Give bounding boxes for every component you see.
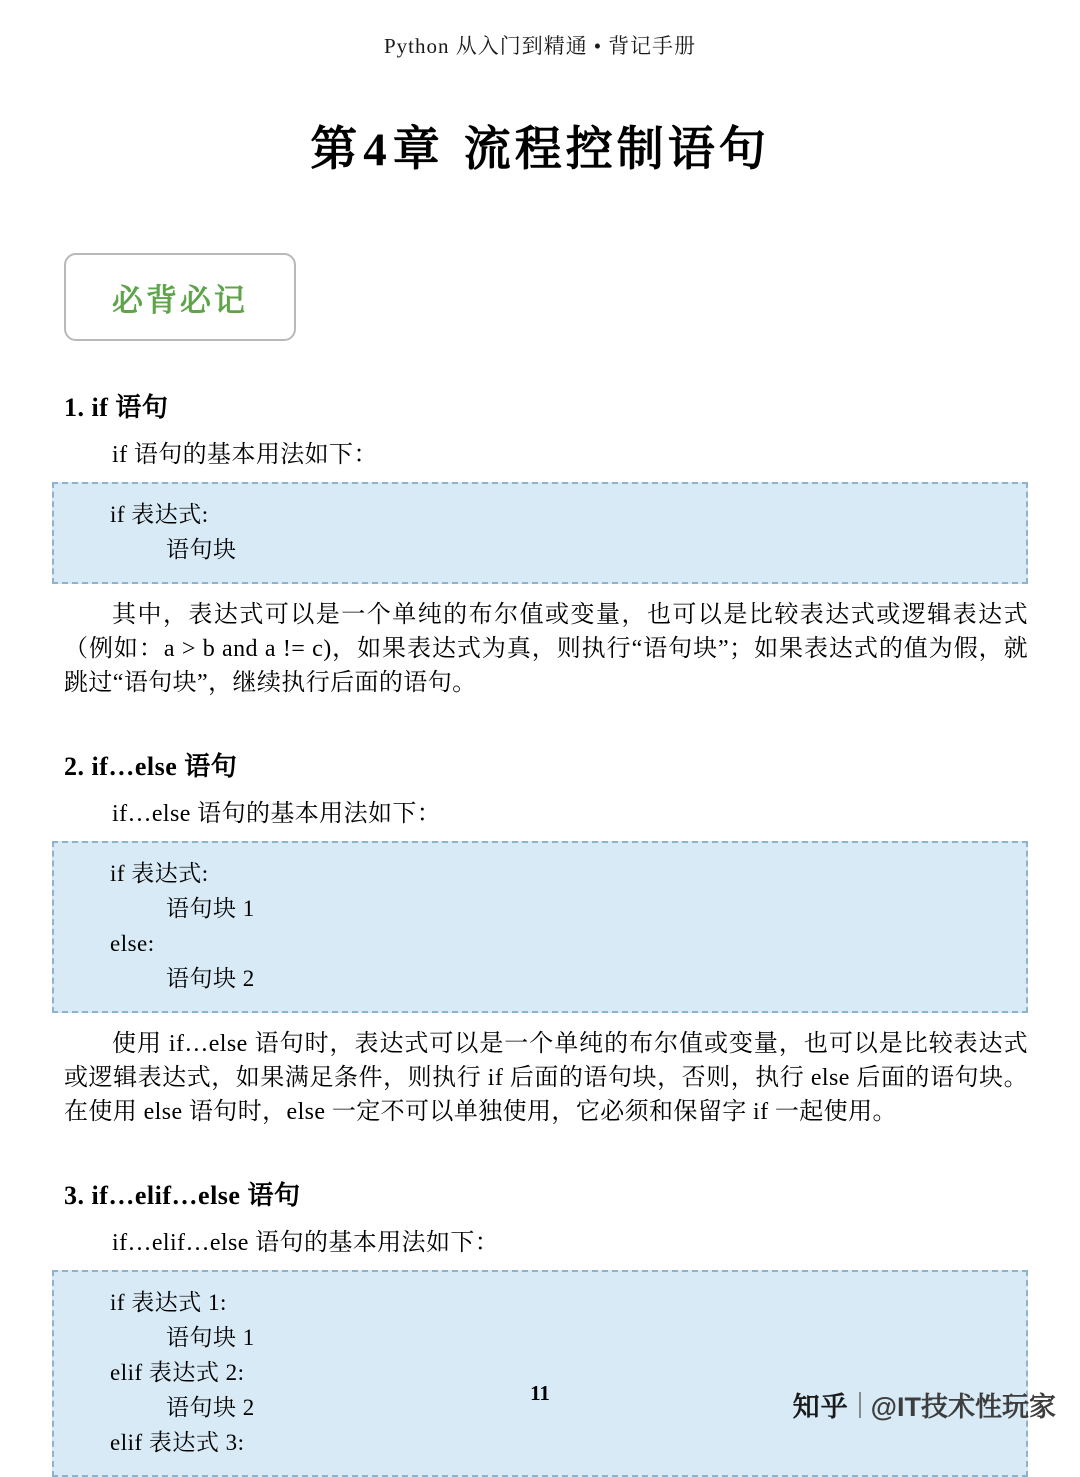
section-body-2: 使用 if…else 语句时，表达式可以是一个单纯的布尔值或变量，也可以是比较表达式或逻辑表达式，如果满足条件，则执行 if 后面的语句块，否则，执行 else 后面的语句块。在使用 else 语句时，else 一定不可以单独使用，它必须和保留字 if 一起使用。	[64, 1031, 1028, 1126]
watermark-user: @IT技术性玩家	[870, 1392, 1056, 1422]
code-line: elif 表达式 2:	[110, 1360, 245, 1386]
code-line: 语句块 1	[166, 896, 255, 922]
running-head-separator: •	[593, 34, 603, 58]
code-block-2	[52, 841, 1028, 1013]
badge-label: 必背必记	[112, 282, 248, 318]
code-block-1	[52, 482, 1028, 584]
code-line: 语句块 1	[166, 1325, 255, 1351]
status-badge	[64, 253, 296, 341]
chapter-prefix: 第	[310, 124, 360, 176]
section-heading-3: 3. if…elif…else 语句	[64, 1181, 301, 1211]
watermark	[793, 1385, 1056, 1424]
section-intro-3: if…elif…else 语句的基本用法如下：	[112, 1230, 500, 1257]
page-number: 11	[530, 1381, 550, 1405]
page-title	[52, 112, 1028, 179]
chapter-unit: 章	[392, 124, 442, 176]
code-line: if 表达式:	[110, 861, 209, 887]
chapter-name: 流程控制语句	[463, 124, 770, 176]
section-heading-1: 1. if 语句	[64, 393, 169, 422]
section-heading-2: 2. if…else 语句	[64, 752, 238, 782]
code-line: if 表达式 1:	[110, 1290, 227, 1316]
running-head-right: 背记手册	[608, 34, 697, 58]
running-head	[52, 0, 1028, 60]
code-line: 语句块 2	[166, 1395, 255, 1421]
code-line: 语句块	[166, 537, 237, 563]
code-line: elif 表达式 3:	[110, 1430, 245, 1456]
chapter-number: 4	[363, 124, 389, 176]
code-line: else:	[110, 931, 155, 957]
code-block-3	[52, 1270, 1028, 1477]
watermark-logo: 知乎	[792, 1392, 849, 1422]
section-intro-1: if 语句的基本用法如下：	[112, 442, 378, 468]
running-head-left: Python 从入门到精通	[383, 34, 588, 58]
code-line: if 表达式:	[110, 502, 209, 528]
watermark-divider	[859, 1392, 861, 1418]
code-line: 语句块 2	[166, 966, 255, 992]
section-body-1: 其中，表达式可以是一个单纯的布尔值或变量，也可以是比较表达式或逻辑表达式（例如：a > b and a != c)，如果表达式为真，则执行“语句块”；如果表达式的值为假，就跳过“语句块”，继续执行后面的语句。	[64, 601, 1028, 697]
section-intro-2: if…else 语句的基本用法如下：	[112, 801, 442, 828]
